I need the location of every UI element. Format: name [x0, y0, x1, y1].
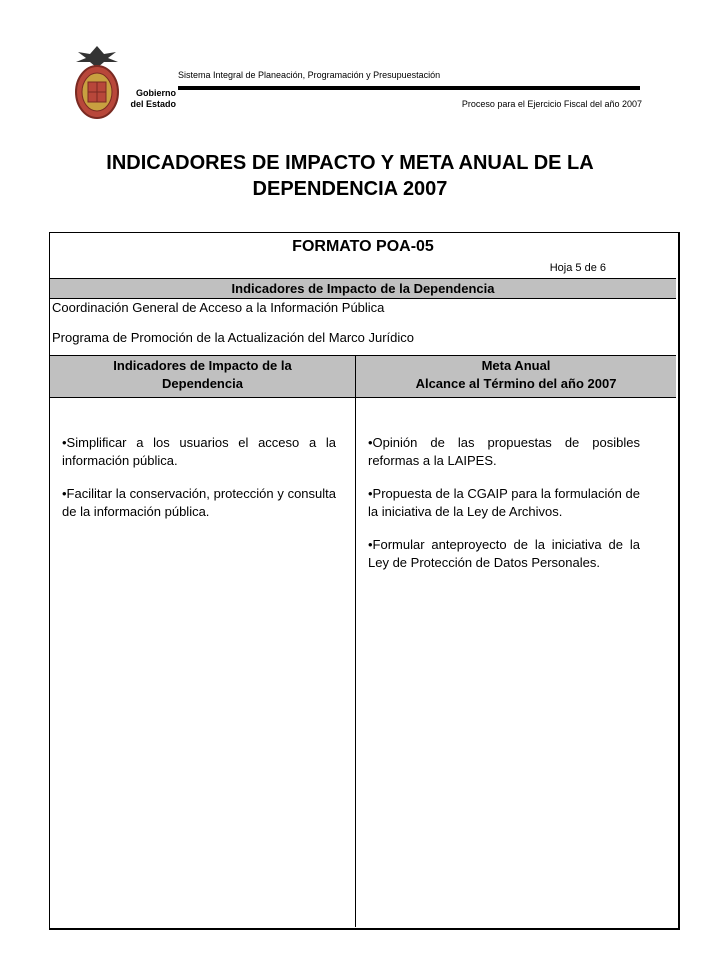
goals-header-line2: Alcance al Término del año 2007	[415, 376, 617, 391]
program-name: Programa de Promoción de la Actualización del Marco Jurídico	[52, 330, 415, 345]
government-label-line2: del Estado	[130, 99, 176, 109]
goal-item: •Opinión de las propuestas de posibles reformas a la LAIPES.	[368, 435, 640, 468]
indicator-item: •Simplificar a los usuarios el acceso a la información pública.	[62, 435, 336, 468]
indicators-list	[62, 434, 336, 536]
goal-item: •Formular anteproyecto de la iniciativa de la Ley de Protección de Datos Personales.	[368, 537, 640, 570]
section-header: Indicadores de Impacto de la Dependencia	[50, 278, 676, 299]
dependency-name: Coordinación General de Acceso a la Información Pública	[52, 300, 385, 315]
page-title-line1: INDICADORES DE IMPACTO Y META ANUAL DE LA	[106, 152, 594, 174]
indicator-item: •Facilitar la conservación, protección y consulta de la información pública.	[62, 486, 336, 519]
goals-header-line1: Meta Anual	[481, 358, 551, 373]
page-title	[40, 150, 660, 202]
fiscal-process: Proceso para el Ejercicio Fiscal del año 2007	[461, 99, 642, 109]
page-title-line2: DEPENDENCIA 2007	[252, 178, 448, 200]
goals-column-header	[356, 357, 676, 393]
form-code: FORMATO POA-05	[292, 238, 434, 255]
goals-list	[368, 434, 640, 587]
state-seal-icon	[72, 44, 122, 120]
government-label-line1: Gobierno	[136, 88, 176, 98]
header-rule	[178, 86, 640, 90]
indicators-column-header	[50, 357, 355, 393]
column-divider	[355, 355, 356, 927]
system-name: Sistema Integral de Planeación, Programación y Presupuestación	[178, 70, 441, 80]
goal-item: •Propuesta de la CGAIP para la formulación de la iniciativa de la Ley de Archivos.	[368, 486, 640, 519]
government-label	[122, 88, 176, 110]
indicators-header-line2: Dependencia	[162, 376, 243, 391]
sheet-number: Hoja 5 de 6	[549, 262, 606, 274]
column-headers	[50, 355, 676, 398]
indicators-header-line1: Indicadores de Impacto de la	[113, 358, 292, 373]
